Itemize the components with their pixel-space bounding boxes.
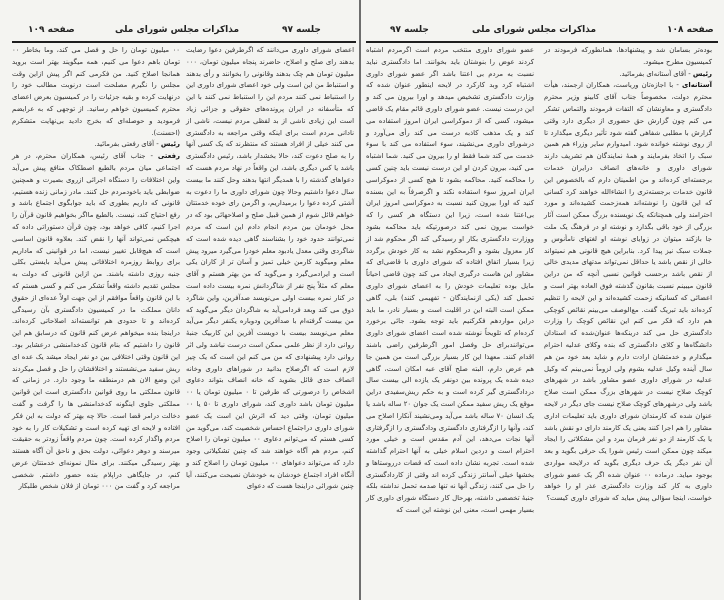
session-number: جلسه ۹۷	[282, 25, 321, 35]
paragraph	[186, 45, 354, 493]
paragraph-text: عضو شورای داوری منتخب مردم است اگرمردم اشتباه کردند عوض را بنوشتان باید بخوانند. اما دادگستری نباید نسبت به مردم بی اعتنا باشد اگر عضو شورای داوری اشتباه کرد وبد کارکرد در لایحه اینطور عنوان شده که وزارت دادگستری تشخیص میدهد و اورا بیرون می کند و این درست نیست. عضو شورای داوری قائم مقام یک قاضی میشود، کسی که از دموکراسی ایران امروز استفاده می کند و یک مذهب کاذبه درست می کند رأی می‌آورد و درشورای داوری می‌نشیند، سوء استفاده می کند با سوء خدمت می کند شما فقط او را بیرون می کنید. شما اشتباه می کنید، بیرون کردن او این درست نیست باید چنین کسی را محاکمه کنید. محاکمه بشود تا هیچ کسی از دموکراسی ایران امروز سوء استفاده نکند و اگرصرفاً به این بسنده کنید که اورا بیرون کنید نسبت به دموکراسی امروز ایران بی‌اعتنا شده است، زیرا این دستگاه هر کسی را که خواست بیرون نمی کند درصورتیکه باید محاکمه بشود ووزارت دادگستری بکار او رسیدگی کند اگر محکوم شد از کار معزول بشود و اگرمحکوم نشد به کار خودش برگردد زیرا بسیار اتفاق افتاده که شورای داوری با قاضی‌ای که مشاور این هاست درگیری ایجاد می کند چون قاضی احیاناً مایل بوده تعلیمات خودش را به اعضای شورای داوری تحمیل کند (یکی ازنمایندگان - تفهیمی کنند) بلی، گاهی ممکن است البته این در اقلیت است و بسیار نادر، ما باید دراین مواردهم فکرکنیم باید توجه بشود. جائی برخورد کرده‌ام که تلویحاً نوشته شده است اعضای شورای داوری می‌توانندبرای حل وفصل امور اگرطرفین راضی باشند اقدام کنند. معهذا این کار بسیار بزرگی است من همین جا هم عرض دارم، البته صلح آقای عبه امکان است، گاهی دیده شده یک پرونده بین دونفر یک یازده الی بیست سال دردادگستری گیر کرده است و به حکم ریش‌سفیدی دراین موقع یک ریش سفید ممکن است یک جوان ۲۰ ساله باشد یا یک انسان ۷۰ ساله باشد می‌آید ومی‌نشیند آنکارا اصلاح می کند، وآنها را ازگرفتاری دادگستری ودادگستری را ازگرفتاری آنها نجات می‌دهد، این آدم مقدس است و خیلی مورد احترام است و دردین اسلام خیلی به آنها احترام گذاشته شده است. تجربه نشان داده است که قضات درروستاها و بخشها خیلی آسانتر زندگی کرده اند وقتی از کاردادگستری را حل می کنند، زندگی آنها نه تنها صدمه تحمل نداشته بلکه جنبهٔ تخصصی داشته، بهرحال کار دستگاه شورای داوری کار بسیار مهمی است، معنی این نوشته این است که	[366, 46, 535, 515]
text-column-left	[12, 45, 180, 493]
page-header	[362, 25, 724, 41]
speaker-name: رفعتی	[157, 152, 180, 161]
header-rule	[366, 41, 718, 43]
paragraph-text: - جناب آقای رئیس، همکاران محترم، در هر اجتماعی میان مردم بالطبع اصطکاک منافع پیش می‌آید واین اختلافات را دستگاه اجرائی ازروی بصیرت و همچنین ضوابطی باید باخودمردم حل کنند. مادر زمانی زنده هستیم، قانونی که داریم بطوری که باید جوابگوی اجتماع باشد و رفع احتیاج کند، نیست. بالطبع مااگر بخواهیم قانون قرآن را اجرا کنیم، کافی خواهد بود، چون قرآن دستوراتی داده که هیچکس نمی‌تواند آنها را نقض کند. بعلاوه قانون اساسی است که هیچ‌قابل تغییر نیست، اما در قوانینی که ماداریم برای روابط روزمره اختلافاتی پیش می‌آید بایستی بکلی جنبه روزی داشته باشند. من ازاین قانونی که دولت به مجلس تقدیم داشته واقعاً تشکر می کنم و کسی هستم که با این قانون واقعاً موافقم از این جهت اولاً عده‌ای از حقوق دانان مملکت ما در کمیسیون دادگستری بآن رسیدگی کرده‌اند و تا حدودی هم توانسته‌اند اصلاحاتی کرده‌اند. دراینجا بنده میخواهم عرض کنم قانون که درسابق هم این قانون را داشتیم که بنام قانون کدخدامنشی درعشایر بود. این قانون وقتی اختلافی بین دو نفر ایجاد میشد یک عده ای ریش سفید می‌نشستند و اختلافشان را حل و فصل میکردند این وضع الان هم درمنطقه ما وجود دارد. در زمانی که قانون مملکتی ما روی قوانین دادگستری است این قوانین مملکتی جلوی اینگونه کدخدامنشی ها را گرفت و گفت دخالت درامر قضا است. حالا چه بهتر که دولت به این فکر افتاده و لایحه ای تهیه کرده است و تشکیلات کار را به خود مردم واگذار کرده است. چون مردم واقعاً زودتر به حقیقت میرسند و دوهر دعوائی، دولت بحق و ناحق آن آگاه هستند بهتر رسیدگی میکنند. برای مثال نمونه‌ای خدمتتان عرض کنم، در جایگاهی دراپلام بنده حضور داشتم. شخصی مراجعه کرد و گفت من ۰۰۰ تومان از فلان شخص طلبکار	[12, 152, 180, 491]
paragraph-text: بوده‌تر بسامان شد و پیشنهادها، همانطورکه فرمودند در کمیسیون مطرح میشود.	[544, 46, 712, 66]
paragraph	[12, 151, 180, 493]
page-number: صفحه ۱۰۹	[28, 25, 75, 35]
running-title: مذاکرات مجلس شورای ملی	[472, 25, 597, 35]
speaker-name: رئیس	[160, 140, 180, 149]
paragraph	[544, 45, 712, 69]
paragraph	[12, 139, 180, 151]
text-column-right	[544, 45, 712, 505]
paragraph-text: ۰۰ میلیون تومان را حل و فصل می کند، وما بخاطر ۰۰ تومان باهم دعوا می کنیم، همه میگویند بهتر است بروید همانجا اصلاح کنید. من فکرمی کنم اگر پیش ازاین وقت مجلس را نگیرم مصلحت است درنوبت مطالب خود را درنهایت کرده و بقیه جزئیات را در کمیسیون بعرض اعضای محترم کمیسیون خواهم رسانید. از توجهی که به عرایضم فرمودید و حوصله‌ای که بخرج دادید بی‌نهایت متشکرم (احسنت).	[12, 46, 180, 137]
header-rule	[12, 41, 356, 43]
text-column-right	[186, 45, 354, 493]
speaker-name: آستانه‌ای	[682, 81, 712, 90]
paragraph-text: - با اجازه‌تان وریاست، همکاران ارجمند، هیأت محترم دولت، مخصوصاً جناب آقای کابینو وزیر محترم دادگستری و معاونشان که التفات فرمودند والتماس تشکر می کنم چون گزارش حق حضوری از دیگری دارد وقتی گزارش با مطلبی شفاهی گفته شود تأثیر دیگری میگذارد تا از روی نوشته خوانده شود. امیدوارم سایر وزراء هم همین سبک را اتخاذ بفرمایند و همهٔ نمایندگان هم تشریف دارند شورای داوری و خانه‌های انصاف درایران خدمات برجسته‌ای کرده‌اند و من اطمینان دارم که بالخصوص این قانون خدمات برجسته‌تری را انشاءالله خواهند کرد کسانی که این قانون را نوشته‌اند همه‌زحمت کشیده‌اند و مورد احترامند ولی همچنانکه یک نویسنده بزرگ ممکن است آثار بزرگی از خود باقی بگذارد و نوشته او در فرهنگ یک ملت جا بازکند میتوان در زوایای نوشته او لغتهای نامأنوس و جملات سبک نیز پیدا کرد. بنابراین هیچ قانونی هم نمیتواند خالی از نقص باشد یا حداقل نمی‌تواند مدتهای مدیدی خالی از نقص باشد برحسب قوانین نسبی آنچه که من دراین قانون میبینم نسبت بقانون گذشته فوق العاده بهتر است و اعضائی که کسانیکه زحمت کشیده‌اند و این لایحه را تنظیم کرده‌اند باید تبریک گفت. مع‌الوصف می‌بینم نقائص کوچکی هم دارد که فکر می کنم این نقائص کوچک را وزارت دادگستری حل می کند درینکه‌ها عنوان‌شده که استادان دانشگاه‌ها و کلای دادگستری که بنده وکلای عدلیه احترام میگذارم و خدمتشان ارادت دارم و شاید بعد خود من هم سال آینده وکیل عدلیه بشوم ولی لزوماً نمی‌بینم که وکیل عدلیه در شورای داوری عضو مشاور باشد در شهرهای کوچک صلاح نیست در شهرهای بزرگ ممکن است صلاح باشد ولی درشهرهای کوچک صلاح نیست جای دیگر در لایحه عنوان شده که کارمندان شورای داوری باید تعلیمات اداری مشاور را هم اجرا کنند یعنی یک کارمند دارای دو نقش باشد یا یک کارمند از دو نفر فرمان ببرد و این مشکلاتی را ایجاد میکند چون ممکن است رئیس شورا یک حرفی بگوید و بعد آن نفر دیگر یک حرف دیگری بگوید که درلایحه مواردی بوجود میاید. درماده ۰۰ عنوان شده اگر یک عضو شورای داوری به کار کند وزارت دادگستری عذر او را خواهد خواست، اینجا سؤالی پیش میاید که شورای داوری کیست؟	[544, 81, 712, 503]
page-header	[0, 25, 360, 41]
right-page	[362, 0, 724, 600]
paragraph-text: اعضای شورای داوری می‌دانند که اگرطرفین دعوا رضایت بدهند رای صلح و اصلاح، حاضرند پنجاه میلیون تومان، ۰۰۰ میلیون تومان هم چک بدهند وقانونی را بخوانند و رأی بدهند و استنباط من این است ولی خود اعضای شورای داوری این را استنباط نمی کنند مردم این را استنباط نمی کنند با این که متأسفانه در ایران پرونده‌های حقوقی و جزائی زیاد است این زیادی ناشی از بد لفظی مردم نیست، ناشی از نادانی مردم است برای اینکه وقتی مراجعه به دادگستری می کنند خیلی از افراد هستند که منتظرند که یک کسی آنها را به صلح دعوت کند، حالا بخشدار باشد، رئیس دادگستری باشد یا کس دیگری باشد، این واقعاً در نهاد مردم هست که دعواهای گذشته را با همدیگر انتها بدهند وحل کنند ما بیست سال دعوا داشتیم وحالا چون شورای داوری ما را دعوت به آشتی کرده دعوا را برمیداریم، و اگرمن رای خوده خدمتتان خواهم قائل شوم از همین قبیل صلح و اصلاحهائی بود که در محل خودمان بین مردم انجام دادم این است که مردم نمی‌توانند حدود خود را بشناسند گاهی دیده شده است که شاگردی وقتی معدل یادبود معلم خودرا می‌گیرد میرود پیش معلم ومیگوید کارمن خیلی تمیز و آسان تر از کاران یکی است و ایرادمی‌گیرد و می‌گوید که من بهتر هستم و آقای معلم که مثلاً پنج نفر از شاگردانش نمره بیست داده است در کنار نمره بیست اولی می‌نویسد صدآفرین، واین شاگرد ذوق می کند وبعد فردامی‌آید به شاگردان دیگر می‌گوید که من بیست گرفته‌ام با صدآفرین ودوباره یکنفر دیگر می‌آید معلم می‌نویسد بیست با دویست آفرین این کاربیک جنبهٔ روانی دارد از نظر علمی ممکن است درست نباشد ولی اثر روانی دارد پیشنهادی که من می کنم این است که یک چیز لازم است که اگرصلاح بدانید در شوراهای داوری وخانه انصاف حدی قائل بشوید که خانه انصاف بتواند دعاوی اشخاص را درصورتی که طرفین تا ۰ میلیون تومان یا ۰۰ میلیون تومان باشد داوری کند، شورای داوری تا ۵۰ یا ۰۰ میلیون تومان، وقتی دید که اثرش این است یک عضو شورای داوری دراجتماع احساس شخصیت کند، می‌گوید من کسی هستم که می‌توانم دعاوی ۰۰ میلیون تومان را اصلاح کنم، مردم هم آگاه خواهند شد که چنین تشکیلاتی وجود دارد که می‌تواند دعواهای ۰۰ میلیون تومان را اصلاح کند و آنگاه افراد اجتماع خودشان به خودشان نصیحت می‌کنند، آیا چنین شورائی دراینجا هست که دعوای	[186, 46, 354, 491]
page-gutter	[359, 0, 361, 600]
paragraph	[366, 45, 534, 517]
text-column-left	[366, 45, 534, 517]
paragraph	[544, 80, 712, 505]
running-title: مذاکرات مجلس شورای ملی	[115, 25, 240, 35]
paragraph-text: - آقای آستانه‌ای بفرمائید.	[619, 69, 693, 78]
session-number: جلسه ۹۷	[390, 25, 429, 35]
paragraph	[12, 45, 180, 139]
page-number: صفحه ۱۰۸	[667, 25, 714, 35]
left-page	[0, 0, 360, 600]
paragraph-text: - آقای رفعتی بفرمائید.	[94, 140, 161, 149]
speaker-name: رئیس	[692, 69, 712, 78]
paragraph	[544, 69, 712, 81]
